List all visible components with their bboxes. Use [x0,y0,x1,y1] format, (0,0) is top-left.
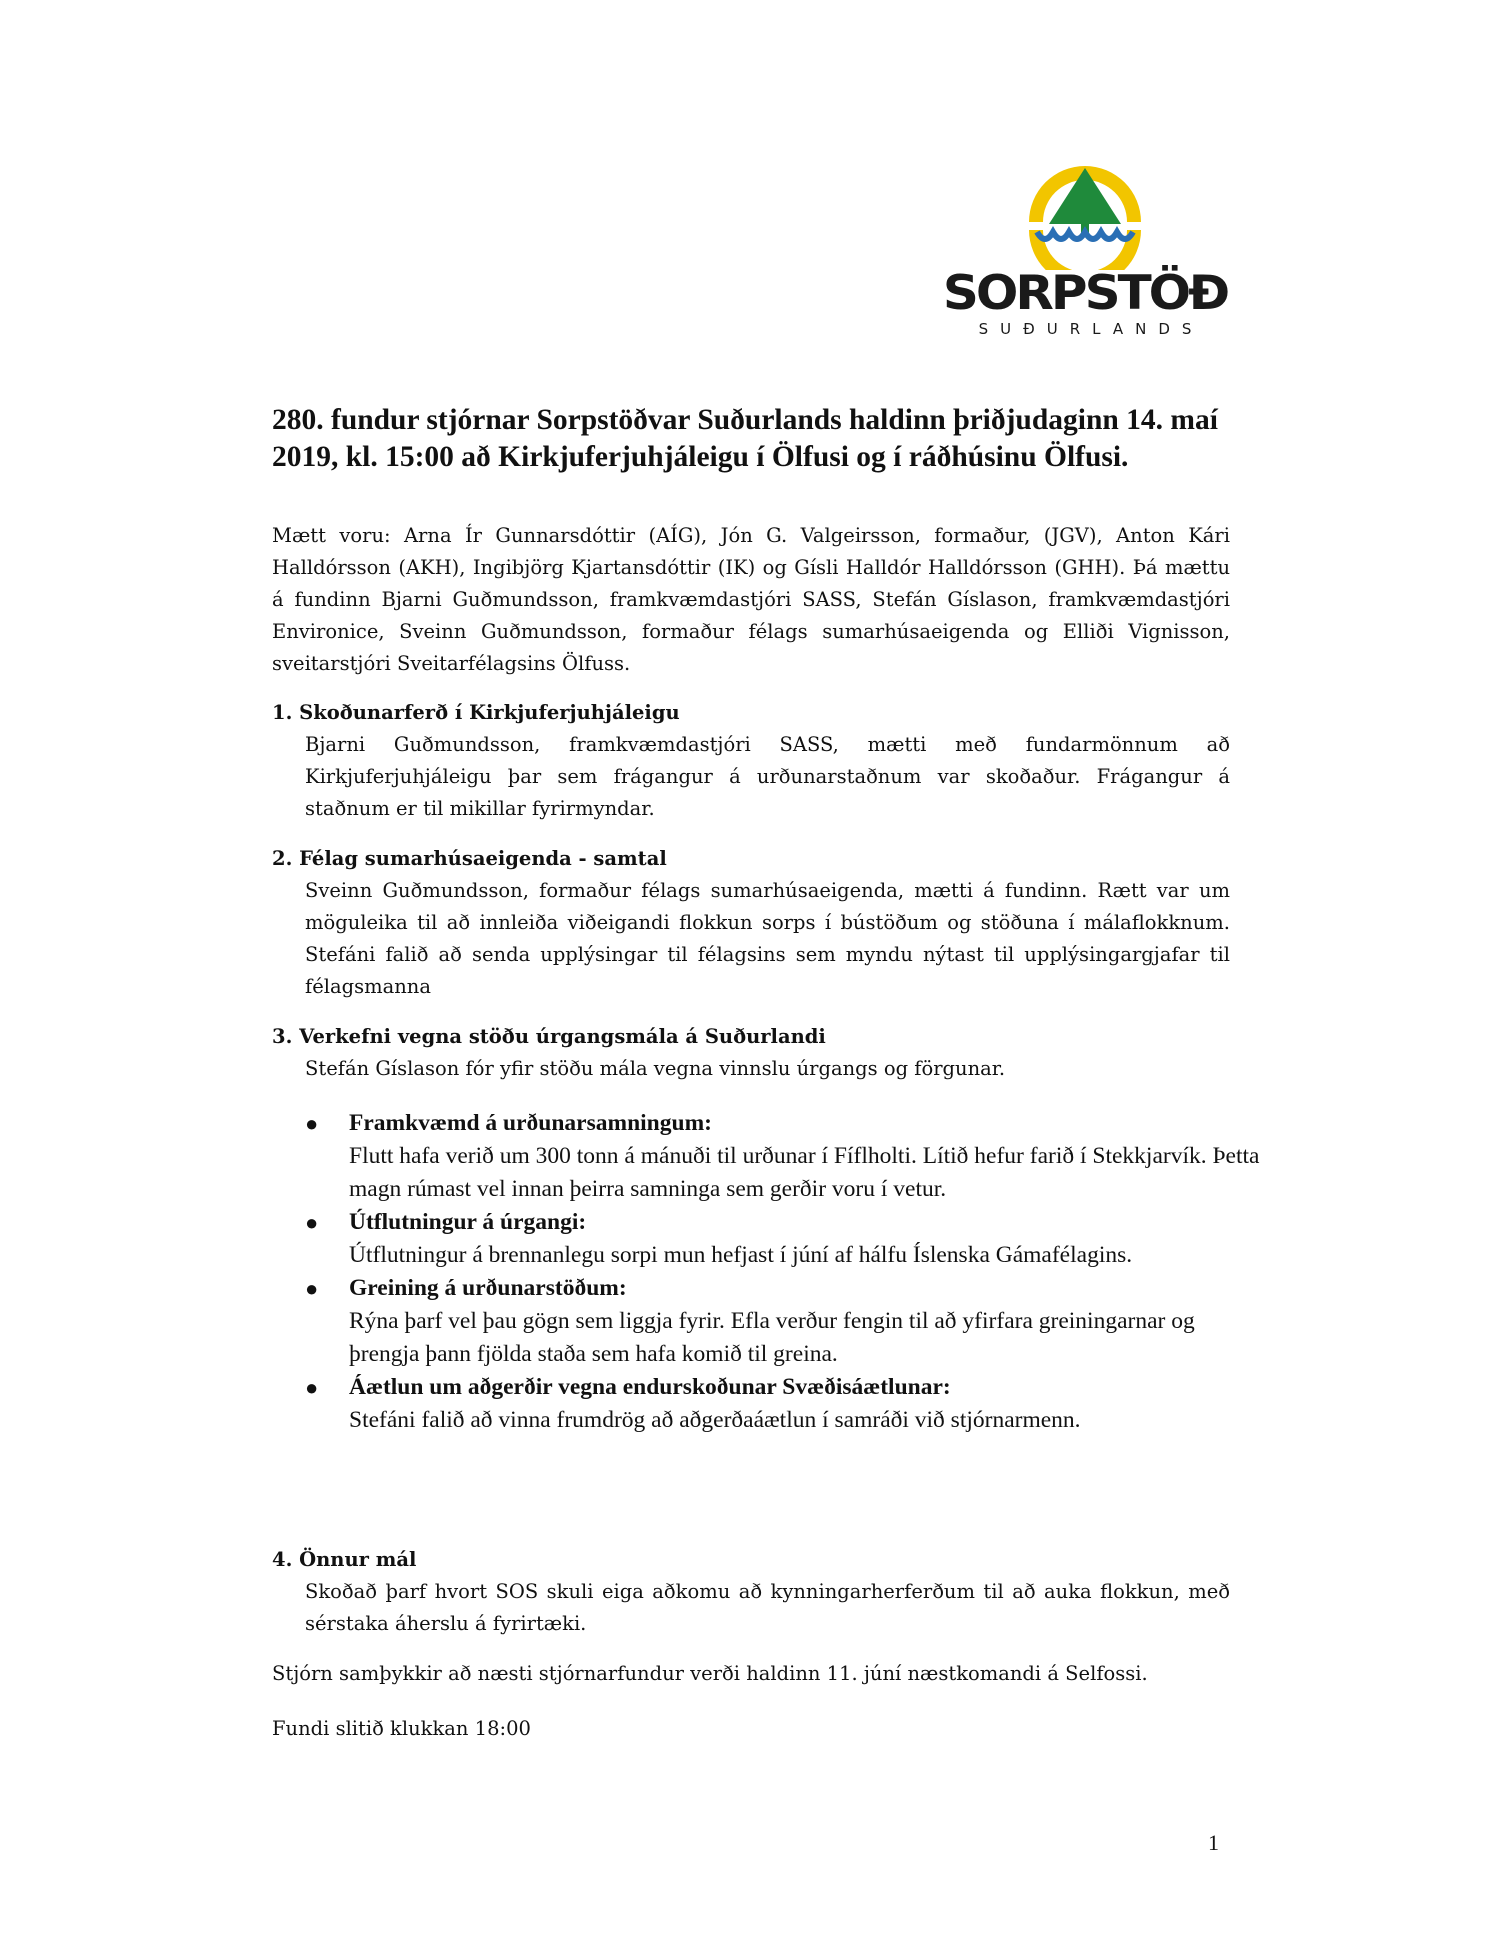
bullet-heading: Framkvæmd á urðunarsamningum: [349,1110,712,1136]
list-item [300,1371,1260,1437]
next-meeting-note: Stjórn samþykkir að næsti stjórnarfundur verði haldinn 11. júní næstkomandi á Selfossi. [272,1662,1148,1685]
list-item [300,1272,1260,1371]
agenda-heading: 2. Félag sumarhúsaeigenda - samtal [272,847,667,870]
agenda-body: Bjarni Guðmundsson, framkvæmdastjóri SASS, mætti með fundarmönnum að Kirkjuferjuhjáleigu þar sem frágangur á urðunarstaðnum var skoðaður. Frágangur á staðnum er til mikillar fyrirmyndar. [305,733,1230,820]
bullet-heading: Áætlun um aðgerðir vegna endurskoðunar Svæðisáætlunar: [349,1374,951,1400]
logo-wordmark: SORPSTÖÐ [942,265,1228,321]
bullet-icon: ● [305,1210,319,1235]
bullet-icon: ● [305,1375,319,1400]
agenda-item-2 [272,843,1230,1003]
bullet-text: Rýna þarf vel þau gögn sem liggja fyrir. Efla verður fengin til að yfirfara greiningarnar og þrengja þann fjölda staða sem hafa komið til greina. [349,1308,1195,1367]
bullet-icon: ● [305,1276,319,1301]
agenda-heading: 3. Verkefni vegna stöðu úrgangsmála á Suðurlandi [272,1025,826,1048]
agenda-body: Stefán Gíslason fór yfir stöðu mála vegna vinnslu úrgangs og förgunar. [305,1057,1006,1080]
meeting-closed-note: Fundi slitið klukkan 18:00 [272,1717,531,1740]
agenda-body: Skoðað þarf hvort SOS skuli eiga aðkomu að kynningarherferðum til að auka flokkun, með sérstaka áherslu á fyrirtæki. [305,1580,1230,1635]
logo-subtitle: SUÐURLANDS [978,320,1204,338]
agenda-body: Sveinn Guðmundsson, formaður félags sumarhúsaeigenda, mætti á fundinn. Rætt var um möguleika til að innleiða viðeigandi flokkun sorps í bústöðum og stöðuna í málaflokknum. Stefáni falið að senda upplýsingar til félagsins sem myndu nýtast til upplýsingargjafar til félagsmanna [305,879,1230,998]
attendees-paragraph: Mætt voru: Arna Ír Gunnarsdóttir (AÍG), Jón G. Valgeirsson, formaður, (JGV), Anton Kári Halldórsson (AKH), Ingibjörg Kjartansdóttir (IK) og Gísli Halldór Halldórsson (GHH). Þá mættu á fundinn Bjarni Guðmundsson, framkvæmdastjóri SASS, Stefán Gíslason, framkvæmdastjóri Environice, Sveinn Guðmundsson, formaður félags sumarhúsaeigenda og Elliði Vignisson, sveitarstjóri Sveitarfélagsins Ölfuss. [272,524,1230,675]
agenda-heading: 4. Önnur mál [272,1548,417,1571]
meeting-title: 280. fundur stjórnar Sorpstöðvar Suðurlands haldinn þriðjudaginn 14. maí 2019, kl. 15:00 að Kirkjuferjuhjáleigu í Ölfusi og í ráðhúsinu Ölfusi. [272,404,1218,473]
organization-logo [940,160,1230,340]
bullet-text: Útflutningur á brennanlegu sorpi mun hefjast í júní af hálfu Íslenska Gámafélagins. [349,1242,1133,1268]
sun-tree-water-emblem [940,160,1230,270]
bullet-text: Stefáni falið að vinna frumdrög að aðgerðaáætlun í samráði við stjórnarmenn. [349,1407,1081,1433]
agenda-item-3 [272,1021,1230,1085]
agenda-item-4 [272,1544,1230,1640]
water-waves-icon [1037,232,1133,239]
bullet-heading: Útflutningur á úrgangi: [349,1209,587,1235]
list-item [300,1206,1260,1272]
bullet-heading: Greining á urðunarstöðum: [349,1275,627,1301]
status-bullet-list [300,1107,1260,1437]
page-number: 1 [1208,1830,1219,1855]
list-item [300,1107,1260,1206]
bullet-text: Flutt hafa verið um 300 tonn á mánuði til urðunar í Fíflholti. Lítið hefur farið í Stekkjarvík. Þetta magn rúmast vel innan þeirra samninga sem gerðir voru í vetur. [349,1143,1260,1202]
bullet-icon: ● [305,1111,319,1136]
agenda-item-1 [272,697,1230,825]
agenda-heading: 1. Skoðunarferð í Kirkjuferjuhjáleigu [272,701,680,724]
